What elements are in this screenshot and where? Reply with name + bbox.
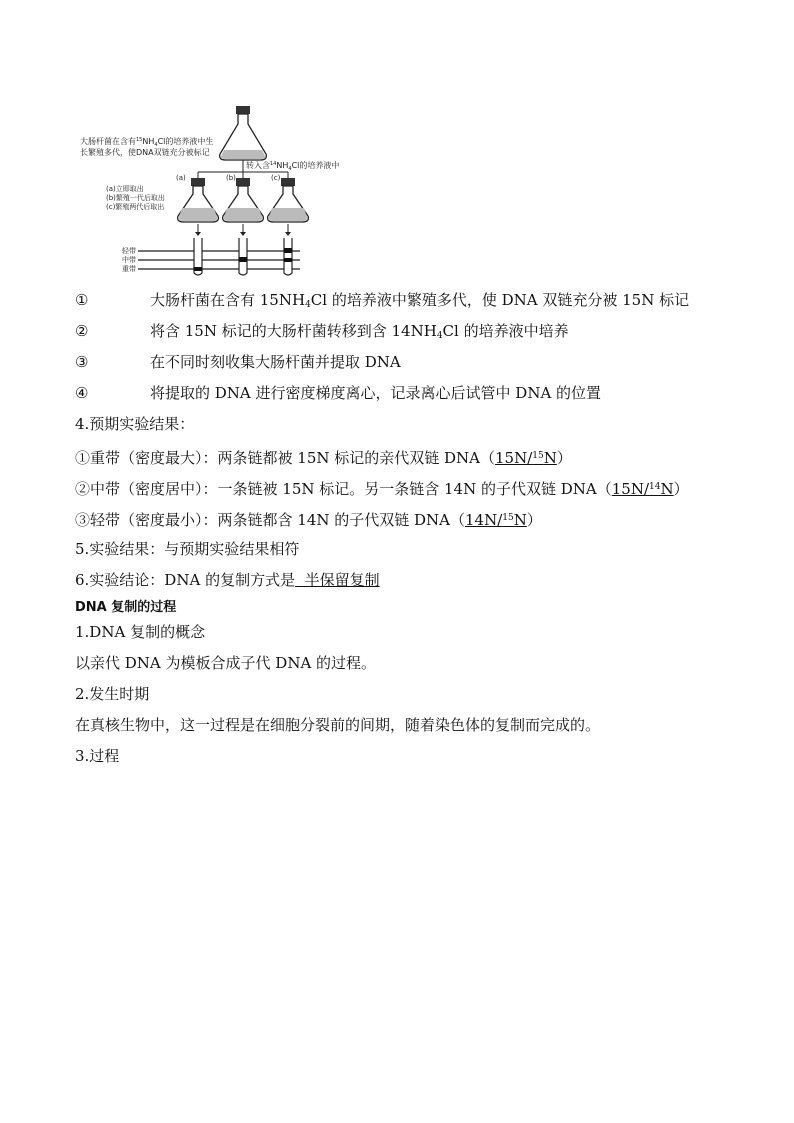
conclusion-answer: 半保留复制 bbox=[295, 571, 380, 589]
flask-c bbox=[268, 178, 309, 222]
band-light-answer: 14N/$^{15}$N bbox=[465, 511, 527, 529]
step-2-text: 将含 15N 标记的大肠杆菌转移到含 $14NH_4Cl$ 的培养液中培养 bbox=[150, 322, 569, 341]
experiment-figure bbox=[78, 102, 344, 278]
step-1-number: ① bbox=[75, 291, 89, 309]
svg-text:重带: 重带 bbox=[122, 265, 136, 273]
band-light: ③轻带（密度最小）：两条链都含 14N 的子代双链 DNA（14N/$^{15}$N） bbox=[75, 511, 542, 529]
step-3-text: 在不同时刻收集大肠杆菌并提取 DNA bbox=[150, 353, 401, 371]
experiment-result: 5.实验结果：与预期实验结果相符 bbox=[75, 540, 300, 558]
tube-c bbox=[284, 238, 292, 275]
period-text: 在真核生物中，这一过程是在细胞分裂前的间期，随着染色体的复制而完成的。 bbox=[75, 716, 601, 734]
svg-text:(c)繁殖两代后取出: (c)繁殖两代后取出 bbox=[106, 203, 165, 211]
step-3-number: ③ bbox=[75, 353, 89, 371]
svg-text:(a)立即取出: (a)立即取出 bbox=[106, 185, 144, 193]
parent-flask bbox=[220, 106, 267, 160]
step-4-text: 将提取的 DNA 进行密度梯度离心，记录离心后试管中 DNA 的位置 bbox=[150, 384, 602, 402]
period-heading: 2.发生时期 bbox=[75, 685, 150, 703]
tube-b bbox=[239, 238, 247, 275]
svg-text:大肠杆菌在含有15NH4Cl的培养液中生: 大肠杆菌在含有$^{15}NH_4Cl$的培养液中生 bbox=[80, 137, 214, 148]
meselson-stahl-diagram bbox=[78, 102, 344, 278]
svg-text:(b)繁殖一代后取出: (b)繁殖一代后取出 bbox=[106, 194, 165, 202]
svg-text:长繁殖多代，使DNA双链充分被标记: 长繁殖多代，使DNA双链充分被标记 bbox=[80, 148, 210, 157]
svg-text:中带: 中带 bbox=[122, 256, 136, 264]
expected-heading: 4.预期实验结果： bbox=[75, 415, 195, 433]
experiment-conclusion: 6.实验结论：DNA 的复制方式是 半保留复制 bbox=[75, 571, 380, 589]
concept-heading: 1.DNA 复制的概念 bbox=[75, 623, 206, 641]
flask-a bbox=[178, 178, 219, 222]
band-heavy-answer: 15N/$^{15}$N bbox=[495, 449, 557, 467]
tube-a bbox=[194, 238, 202, 275]
flask-b bbox=[223, 178, 264, 222]
band-heavy: ①重带（密度最大）：两条链都被 15N 标记的亲代双链 DNA（15N/$^{15}$N） bbox=[75, 449, 572, 467]
step-1-text: 大肠杆菌在含有 $15NH_4Cl$ 的培养液中繁殖多代，使 DNA 双链充分被 15N 标记 bbox=[150, 291, 690, 310]
svg-text:(a): (a) bbox=[176, 174, 186, 182]
band-middle: ②中带（密度居中）：一条链被 15N 标记。另一条链含 14N 的子代双链 DNA（15N/$^{14}$N） bbox=[75, 480, 689, 498]
svg-text:(c): (c) bbox=[271, 174, 281, 182]
band-middle-answer: 15N/$^{14}$N bbox=[611, 480, 674, 498]
svg-text:转入含14NH4Cl的培养液中: 转入含$^{14}NH_4Cl$的培养液中 bbox=[246, 161, 340, 172]
process-heading: 3.过程 bbox=[75, 747, 120, 765]
section-title: DNA 复制的过程 bbox=[75, 600, 177, 615]
step-4-number: ④ bbox=[75, 384, 89, 402]
concept-text: 以亲代 DNA 为模板合成子代 DNA 的过程。 bbox=[75, 654, 377, 672]
svg-text:轻带: 轻带 bbox=[122, 247, 136, 255]
step-2-number: ② bbox=[75, 322, 89, 340]
svg-text:(b): (b) bbox=[226, 174, 236, 182]
